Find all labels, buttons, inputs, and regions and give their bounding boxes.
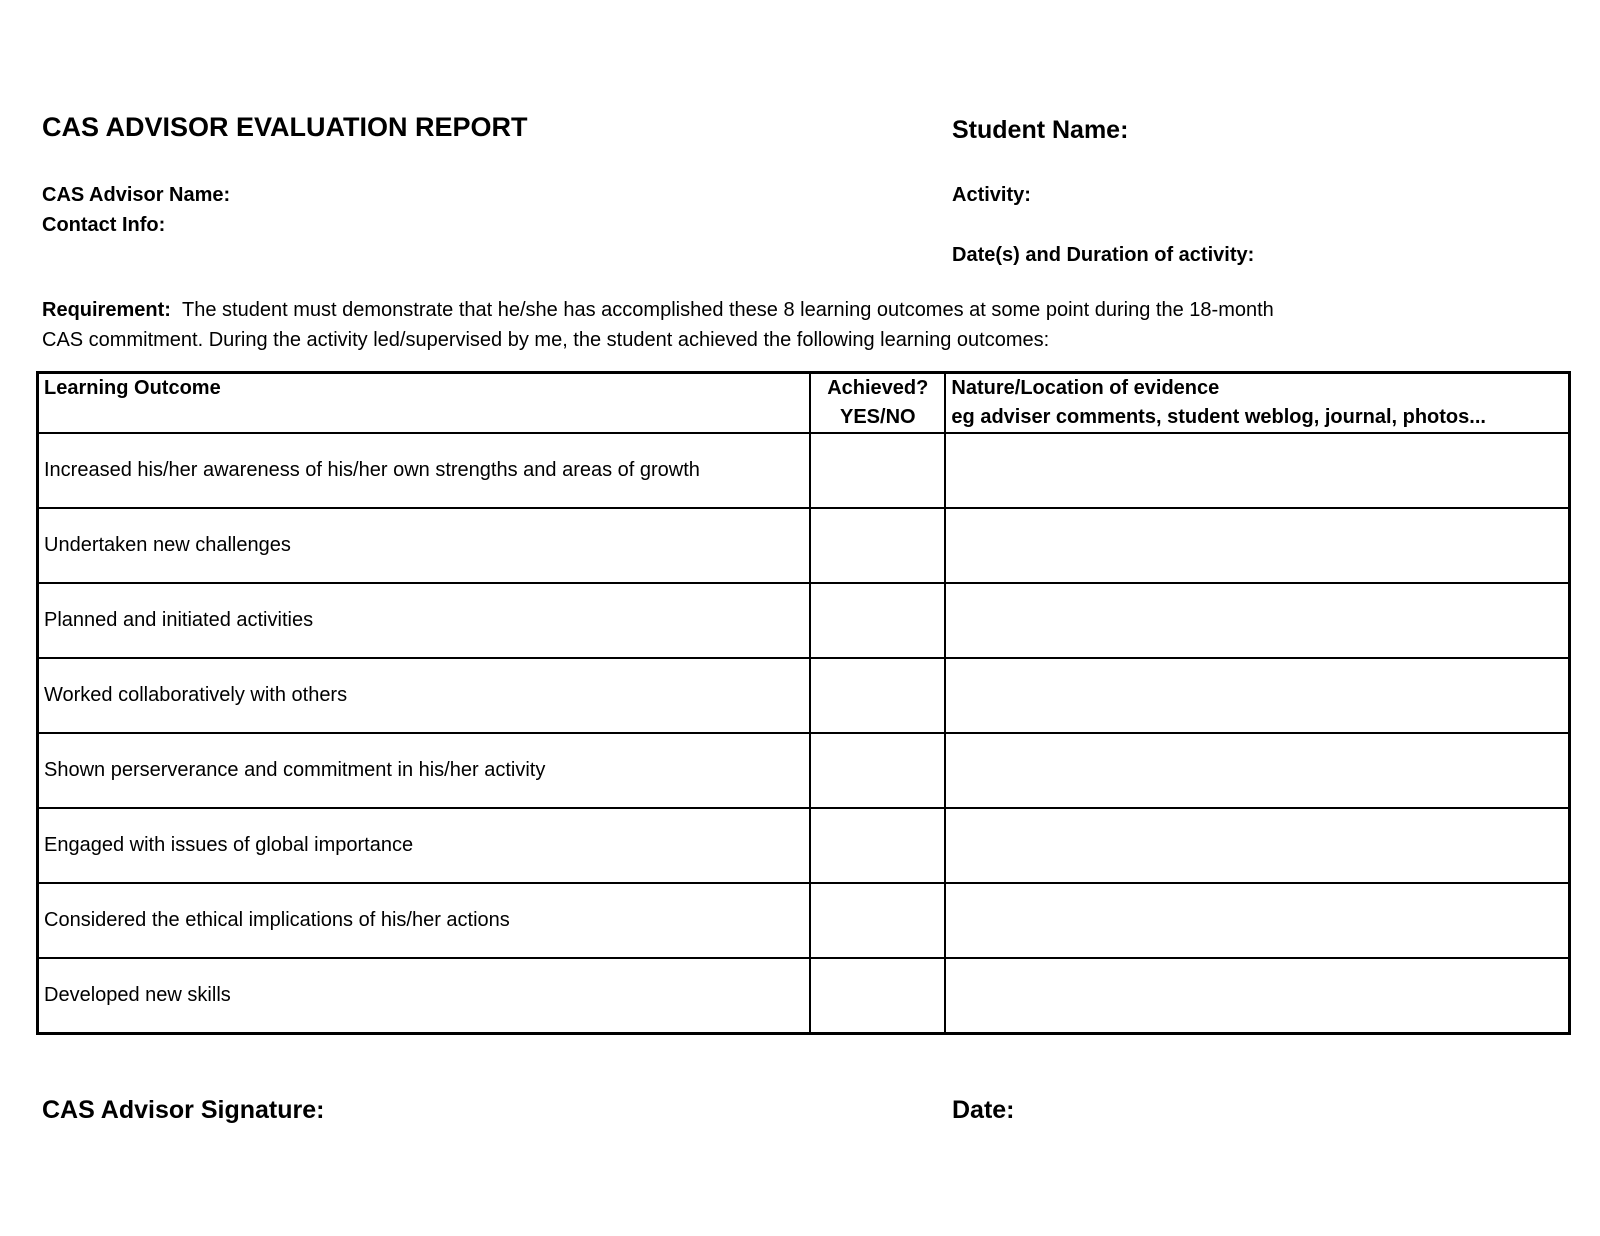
table-row bbox=[38, 808, 1570, 883]
outcome-cell: Planned and initiated activities bbox=[38, 583, 811, 658]
header-evidence-line2: eg adviser comments, student weblog, journal, photos... bbox=[951, 406, 1486, 428]
header-learning-outcome: Learning Outcome bbox=[38, 373, 811, 434]
table-row bbox=[38, 508, 1570, 583]
achieved-cell[interactable] bbox=[810, 583, 945, 658]
learning-outcomes-table bbox=[36, 371, 1571, 1035]
outcome-cell: Considered the ethical implications of his/her actions bbox=[38, 883, 811, 958]
advisor-signature-label: CAS Advisor Signature: bbox=[42, 1096, 325, 1124]
header-achieved-line2: YES/NO bbox=[840, 406, 916, 428]
evidence-cell[interactable] bbox=[945, 958, 1569, 1034]
table-row bbox=[38, 583, 1570, 658]
achieved-cell[interactable] bbox=[810, 958, 945, 1034]
evidence-cell[interactable] bbox=[945, 583, 1569, 658]
outcome-cell: Undertaken new challenges bbox=[38, 508, 811, 583]
evidence-cell[interactable] bbox=[945, 883, 1569, 958]
requirement-paragraph bbox=[42, 295, 1282, 355]
activity-label: Activity: bbox=[952, 184, 1031, 206]
evidence-cell[interactable] bbox=[945, 508, 1569, 583]
advisor-name-label: CAS Advisor Name: bbox=[42, 184, 231, 206]
achieved-cell[interactable] bbox=[810, 883, 945, 958]
page-title: CAS ADVISOR EVALUATION REPORT bbox=[42, 112, 528, 142]
date-label: Date: bbox=[952, 1096, 1015, 1124]
evidence-cell[interactable] bbox=[945, 733, 1569, 808]
table-row bbox=[38, 658, 1570, 733]
achieved-cell[interactable] bbox=[810, 508, 945, 583]
table-row bbox=[38, 733, 1570, 808]
header-evidence-line1: Nature/Location of evidence bbox=[951, 377, 1220, 399]
outcome-cell: Worked collaboratively with others bbox=[38, 658, 811, 733]
table-header-row bbox=[38, 373, 1570, 434]
requirement-text: The student must demonstrate that he/she has accomplished these 8 learning outcomes at some point during the 18-month CAS commitment. During the activity led/supervised by me, the student achieved the following learning outcomes: bbox=[42, 299, 1274, 351]
student-name-label: Student Name: bbox=[952, 116, 1129, 144]
header-achieved bbox=[810, 373, 945, 434]
evidence-cell[interactable] bbox=[945, 808, 1569, 883]
contact-info-label: Contact Info: bbox=[42, 214, 166, 236]
table-row bbox=[38, 958, 1570, 1034]
achieved-cell[interactable] bbox=[810, 733, 945, 808]
outcome-cell: Engaged with issues of global importance bbox=[38, 808, 811, 883]
header-evidence bbox=[945, 373, 1569, 434]
evidence-cell[interactable] bbox=[945, 658, 1569, 733]
header-achieved-line1: Achieved? bbox=[827, 377, 929, 399]
outcome-cell: Shown perserverance and commitment in his/her activity bbox=[38, 733, 811, 808]
table-row bbox=[38, 433, 1570, 508]
evidence-cell[interactable] bbox=[945, 433, 1569, 508]
outcome-cell: Increased his/her awareness of his/her own strengths and areas of growth bbox=[38, 433, 811, 508]
achieved-cell[interactable] bbox=[810, 658, 945, 733]
dates-duration-label: Date(s) and Duration of activity: bbox=[952, 244, 1255, 266]
outcome-cell: Developed new skills bbox=[38, 958, 811, 1034]
requirement-label: Requirement: bbox=[42, 299, 171, 321]
table-row bbox=[38, 883, 1570, 958]
achieved-cell[interactable] bbox=[810, 433, 945, 508]
achieved-cell[interactable] bbox=[810, 808, 945, 883]
